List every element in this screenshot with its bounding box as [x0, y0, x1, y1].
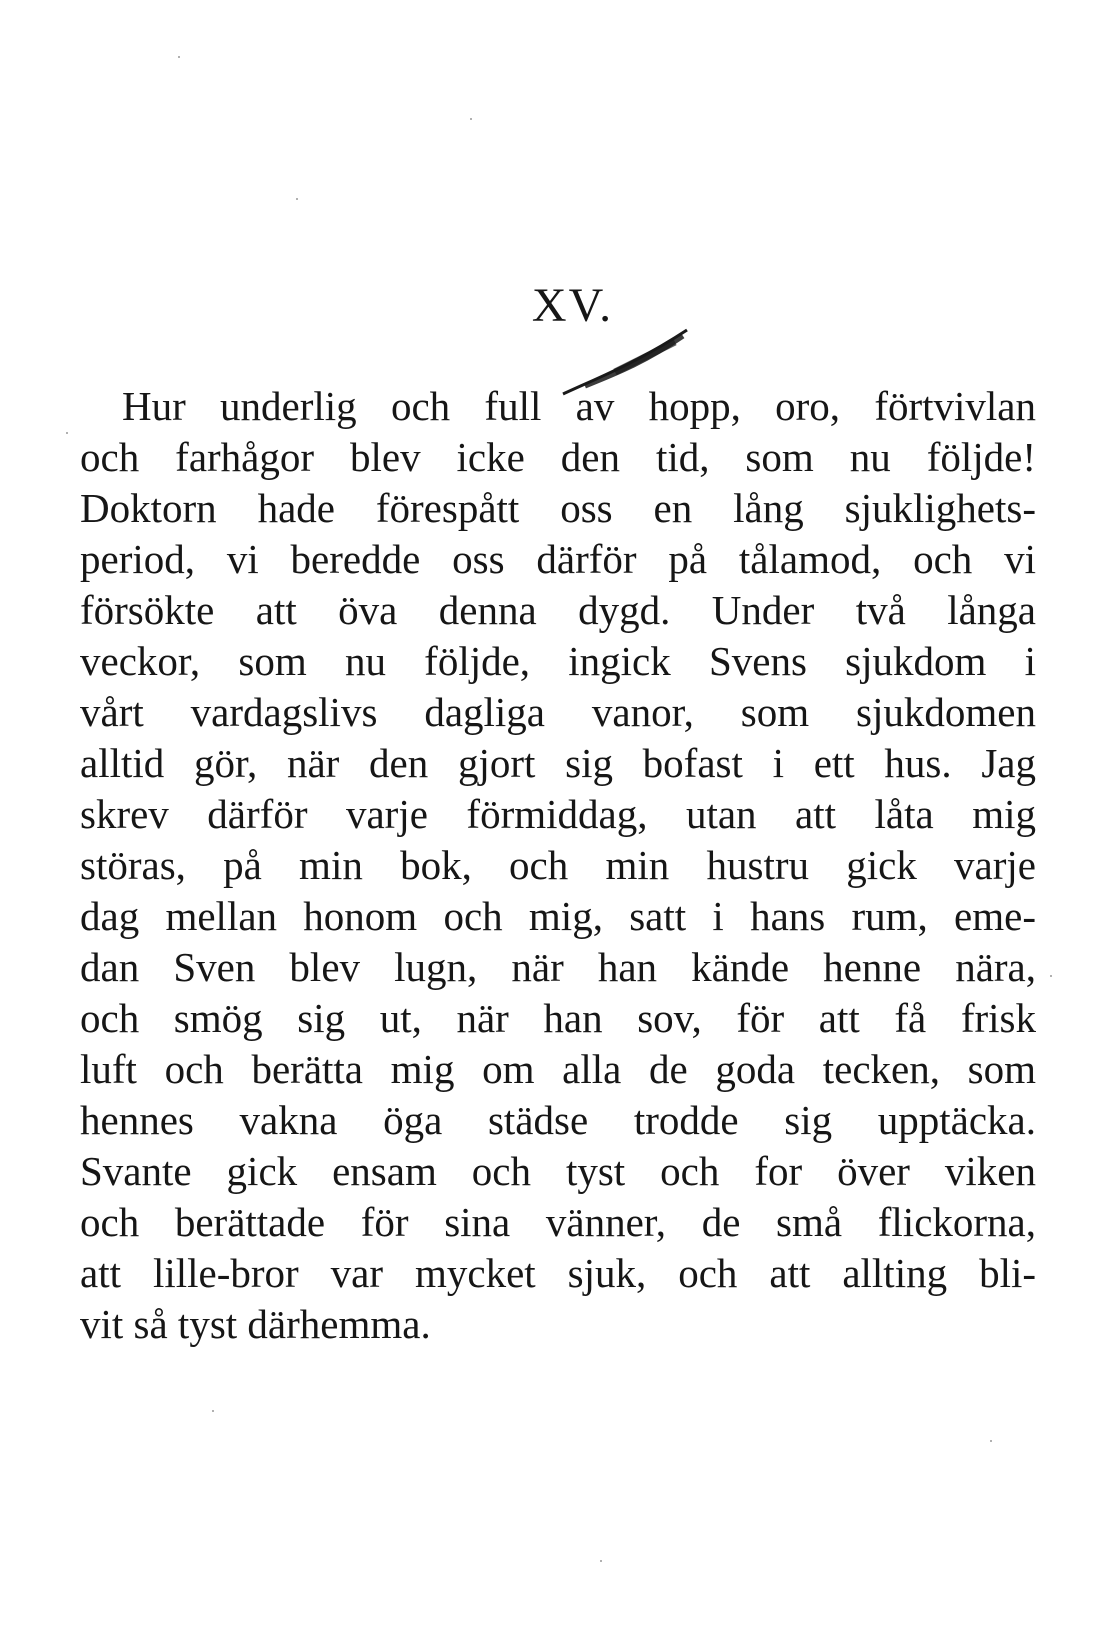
text-line: dag mellan honom och mig, satt i hans rum, eme- [80, 893, 1036, 939]
text-line: skrev därför varje förmiddag, utan att låta mig [80, 791, 1036, 837]
text-line: vit så tyst därhemma. [80, 1301, 431, 1347]
text-line: dan Sven blev lugn, när han kände henne nära, [80, 944, 1036, 990]
text-line: Hur underlig och full av hopp, oro, förtvivlan [122, 383, 1036, 429]
paper-speck [66, 432, 68, 434]
paper-speck [990, 1440, 992, 1442]
chapter-heading: XV. [531, 279, 614, 332]
paper-speck [1050, 975, 1052, 977]
text-line: störas, på min bok, och min hustru gick varje [80, 842, 1036, 888]
text-line: veckor, som nu följde, ingick Svens sjukdom i [80, 638, 1036, 684]
text-line: Doktorn hade förespått oss en lång sjuklighets- [80, 485, 1036, 531]
paper-speck [470, 118, 472, 120]
text-line: och farhågor blev icke den tid, som nu följde! [80, 434, 1036, 480]
text-line: alltid gör, när den gjort sig bofast i ett hus. Jag [80, 740, 1036, 786]
text-line: och smög sig ut, när han sov, för att få frisk [80, 995, 1036, 1041]
text-line: hennes vakna öga städse trodde sig upptäcka. [80, 1097, 1036, 1143]
text-line: Svante gick ensam och tyst och for över viken [80, 1148, 1036, 1194]
text-line: att lille-bror var mycket sjuk, och att allting bli- [80, 1250, 1036, 1296]
text-line: försökte att öva denna dygd. Under två långa [80, 587, 1036, 633]
paper-speck [296, 198, 298, 200]
paper-speck [178, 56, 180, 58]
text-line: period, vi beredde oss därför på tålamod, och vi [80, 536, 1036, 582]
text-line: vårt vardagslivs dagliga vanor, som sjukdomen [80, 689, 1036, 735]
text-line: och berättade för sina vänner, de små flickorna, [80, 1199, 1036, 1245]
paper-speck [600, 1560, 602, 1562]
text-line: luft och berätta mig om alla de goda tecken, som [80, 1046, 1036, 1092]
paper-speck [212, 1410, 214, 1412]
